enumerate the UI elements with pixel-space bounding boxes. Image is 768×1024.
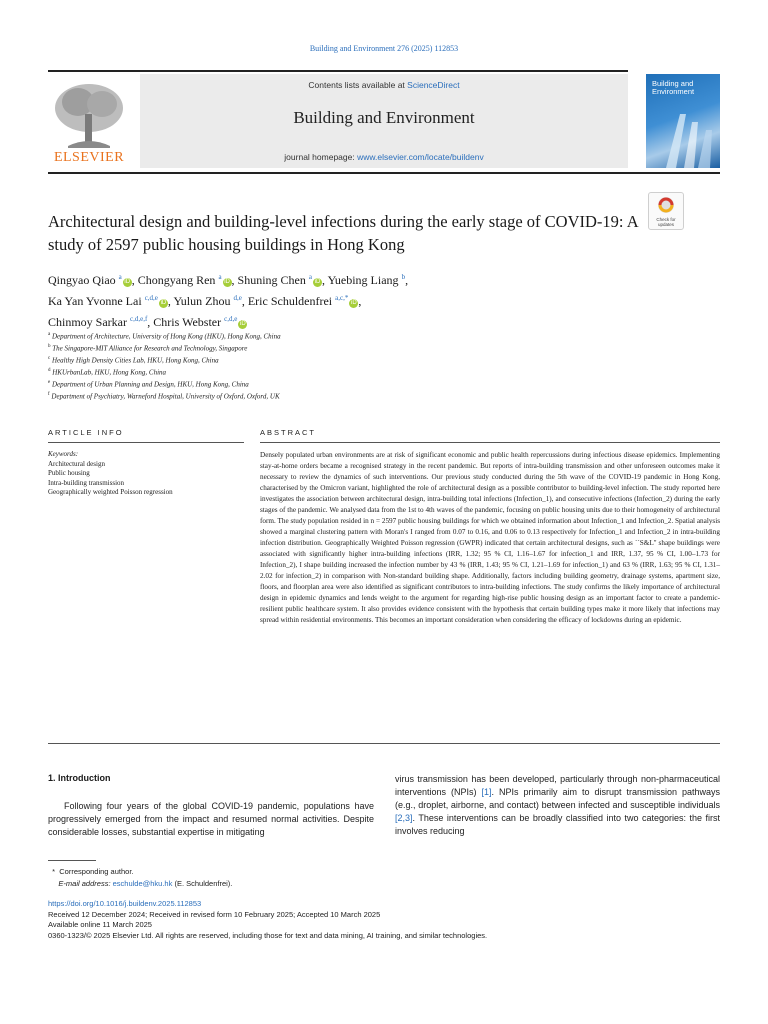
corresponding-author-text: Corresponding author. — [59, 867, 134, 876]
author-affiliation-marker[interactable]: c,d,e — [224, 315, 238, 323]
reference-link[interactable]: [1] — [481, 787, 492, 797]
affiliation-key: d — [48, 367, 51, 373]
check-updates-label — [649, 217, 683, 227]
sciencedirect-link[interactable]: ScienceDirect — [407, 80, 460, 90]
affiliation-item — [48, 390, 688, 402]
affiliation-key: c — [48, 355, 51, 361]
orcid-icon[interactable]: iD — [224, 279, 230, 285]
intro-text-a: virus transmission has been developed, particularly through non-pharmaceutical interventions (NPIs) — [395, 774, 720, 797]
doi-link[interactable]: https://doi.org/10.1016/j.buildenv.2025.112853 — [48, 899, 202, 908]
orcid-icon[interactable]: iD — [314, 279, 321, 285]
author-entry — [48, 315, 153, 329]
author-separator: , — [322, 273, 328, 287]
article-title: Architectural design and building-level infections during the early stage of COVID-19: A study of 2597 public housing buildings in Hong Kong — [48, 212, 638, 254]
author-affiliation-marker[interactable]: d,e — [233, 294, 242, 302]
check-updates-line1: Check for — [656, 217, 676, 222]
copyright-notice: 0360-1323/© 2025 Elsevier Ltd. All rights are reserved, including those for text and data mining, AI training, and similar technologies. — [48, 930, 488, 940]
intro-text-b: . NPIs primarily aim to disrupt transmission pathways (e.g., droplet, airborne, and contact) between infected and susceptible individuals — [395, 787, 720, 810]
author-entry — [328, 273, 409, 287]
header-bottom-rule — [48, 172, 720, 174]
reference-link[interactable]: [2,3] — [395, 813, 413, 823]
author-separator: , — [241, 294, 248, 308]
abstract-text: Densely populated urban environments are at risk of significant economic and public health repercussions during infectious disease epidemics. Implementing stay-at-home orders became a recognised strategy in the recent pandemic. But reports of intra-building transmission and other unforeseen outcomes make it necessary to review the dynamics of such interventions. Our previous study conducted during the 5th wave of the COVID-19 pandemic in Hong Kong, characterised by the Omicron variant, highlighted the role of architectural design as a possible contributor to building-level infection. The study reported here investigates the association between architectural design, intra-building total infections (Infection_1), and consecutive infections (Infection_2) during the early stages of the pandemic. We analysed data from the 1st to 4th waves of the pandemic, focusing on public housing units due to their homogeneity of architectural form. The study population resided in n = 2597 public housing buildings for which we obtained information about Infection_1 and Infection_2. Spatial analysis showed a marginal clustering pattern with Moran's I ranged from 0.07 to 0.16, and 0.06 to 0.13 respectively for Infection_1 and Infection_2 in intra-building infection distribution. Geographically Weighted Poisson regression (GWPR) indicated that certain architectural designs, such as ``S&L'' shape buildings were associated with significantly higher intra-building infections (IRR, 1.32; 95 % CI, 1.16–1.67 for infection_1 and IRR, 1.37, 95 % CI, 1.00–1.73 for Infection_2), I shape building increased the infection number by 43 % (IRR, 1.43; 95 % CI, 1.21–1.69 for infection_1) and 63 % (IRR, 1.63; 95 % CI, 1.31–2.02 for infection_2) in comparison with Non-standard building shape. Additionally, factors including building geometry, drainage systems, apartment size, floors, and floorplan area were also identified as significant contributors to intra-building infections. The study confirms the likely importance of architectural design in epidemic dynamics and lends weight to the argument for regarding high-rise public housing design as an important factor to create a pandemic-resilient public healthcare system. It also provides evidence consistent with the hypothesis that certain building types make it more likely that infections may spread within residential environments. This becomes an important consideration when considering the efficacy of lockdowns during an epidemic. — [260, 451, 720, 624]
author-entry — [138, 273, 238, 287]
check-updates-line2: updates — [657, 222, 674, 227]
author-separator: , — [231, 273, 238, 287]
cover-title-line1: Building and — [652, 79, 694, 88]
article-info-heading: ARTICLE INFO — [48, 428, 124, 437]
author-entry — [153, 315, 247, 329]
affiliation-key: e — [48, 379, 51, 385]
cover-artwork — [646, 104, 720, 168]
article-info-rule — [48, 442, 244, 443]
email-label: E-mail address: — [58, 878, 111, 888]
journal-homepage-link[interactable]: www.elsevier.com/locate/buildenv — [357, 152, 484, 162]
affiliation-list — [48, 330, 688, 402]
email-note — [48, 878, 720, 890]
abstract-rule — [260, 442, 720, 443]
received-dates: Received 12 December 2024; Received in revised form 10 February 2025; Accepted 10 March 2025 — [48, 909, 381, 919]
author-separator: , — [147, 315, 154, 329]
orcid-icon[interactable]: iD — [351, 300, 357, 306]
author-affiliation-marker[interactable]: a,c,* — [335, 294, 349, 302]
homepage-prefix: journal homepage: — [284, 152, 358, 162]
orcid-icon[interactable]: iD — [124, 279, 131, 285]
author-affiliation-marker[interactable]: c,d,e — [144, 294, 158, 302]
journal-cover-thumbnail[interactable] — [646, 74, 720, 168]
keywords-label: Keywords: — [48, 450, 79, 458]
affiliation-text: Healthy High Density Cities Lab, HKU, Hong Kong, China — [51, 356, 219, 365]
author-name[interactable]: Eric Schuldenfrei — [247, 294, 333, 308]
contents-prefix: Contents lists available at — [308, 80, 408, 90]
abstract-bottom-rule — [48, 743, 720, 744]
affiliation-key: f — [48, 391, 50, 397]
author-entry — [238, 273, 328, 287]
intro-text-c: . These interventions can be broadly classified into two categories: the first involves reducing — [395, 813, 720, 836]
check-for-updates-button[interactable] — [648, 192, 684, 230]
affiliation-item — [48, 354, 688, 366]
affiliation-text: Department of Urban Planning and Design, HKU, Hong Kong, China — [51, 380, 249, 389]
author-name[interactable]: Shuning Chen — [237, 273, 306, 287]
author-entry — [248, 294, 362, 308]
author-separator: , — [358, 294, 362, 308]
header-top-rule — [48, 70, 628, 72]
author-entry — [173, 294, 247, 308]
check-updates-icon — [649, 193, 683, 217]
author-name[interactable]: Chinmoy Sarkar — [48, 315, 127, 329]
footnote-rule — [48, 860, 96, 861]
author-entry — [48, 273, 138, 287]
elsevier-wordmark: ELSEVIER — [53, 150, 125, 165]
author-separator: , — [131, 273, 138, 287]
affiliation-text: The Singapore-MIT Alliance for Research and Technology, Singapore — [52, 344, 248, 353]
affiliation-item — [48, 366, 688, 378]
author-affiliation-marker[interactable]: a — [118, 273, 122, 281]
keyword-item: Intra-building transmission — [48, 478, 125, 487]
affiliation-text: Department of Psychiatry, Warneford Hospital, University of Oxford, Oxford, UK — [51, 391, 280, 400]
author-list — [48, 268, 688, 331]
journal-reference-link[interactable]: Building and Environment 276 (2025) 112853 — [309, 44, 459, 53]
author-affiliation-marker[interactable]: b — [401, 273, 406, 281]
cover-title — [652, 80, 716, 96]
introduction-left-paragraph: Following four years of the global COVID-19 pandemic, populations have progressively emerged from the impact and resumed normal activities. Despite considerable losses, substantial expertise in mitigating — [48, 801, 374, 837]
journal-title: Building and Environment — [293, 108, 475, 127]
author-name[interactable]: Qingyao Qiao — [48, 273, 116, 287]
available-online: Available online 11 March 2025 — [48, 920, 152, 929]
affiliation-item — [48, 378, 688, 390]
keyword-item: Geographically weighted Poisson regression — [48, 488, 173, 497]
introduction-right-paragraph — [395, 773, 720, 838]
keyword-item: Public housing — [48, 469, 90, 478]
author-entry — [48, 294, 173, 308]
author-name[interactable]: Ka Yan Yvonne Lai — [48, 294, 142, 308]
cover-title-line2: Environment — [652, 87, 695, 96]
contents-line — [140, 80, 628, 90]
author-affiliation-marker[interactable]: c,d,e,f — [130, 315, 148, 323]
keywords-block — [48, 450, 244, 498]
author-affiliation-marker[interactable]: a — [308, 273, 312, 281]
author-separator: , — [405, 273, 409, 287]
homepage-line — [140, 152, 628, 162]
affiliation-text: HKUrbanLab, HKU, Hong Kong, China — [52, 368, 167, 377]
affiliation-item — [48, 330, 688, 342]
publication-info — [48, 899, 720, 941]
author-name[interactable]: Yuebing Liang — [327, 273, 399, 287]
affiliation-key: b — [48, 343, 51, 349]
email-name: (E. Schuldenfrei). — [172, 878, 233, 888]
affiliation-item — [48, 342, 688, 354]
affiliation-key: a — [48, 332, 51, 337]
author-name[interactable]: Chris Webster — [153, 315, 222, 329]
corresponding-author-note — [48, 866, 720, 878]
orcid-icon[interactable]: iD — [239, 321, 246, 327]
introduction-heading: 1. Introduction — [48, 773, 111, 783]
author-separator: , — [167, 294, 174, 308]
author-name[interactable]: Yulun Zhou — [173, 294, 231, 308]
email-link[interactable]: eschulde@hku.hk — [112, 878, 173, 888]
keyword-item: Architectural design — [48, 459, 105, 468]
author-affiliation-marker[interactable]: a — [218, 273, 222, 281]
footnotes — [48, 866, 720, 889]
abstract-heading: ABSTRACT — [260, 428, 317, 437]
orcid-icon[interactable]: iD — [160, 300, 167, 306]
affiliation-text: Department of Architecture, University of Hong Kong (HKU), Hong Kong, China — [51, 332, 281, 341]
asterisk-mark: * — [48, 867, 60, 876]
author-name[interactable]: Chongyang Ren — [137, 273, 216, 287]
